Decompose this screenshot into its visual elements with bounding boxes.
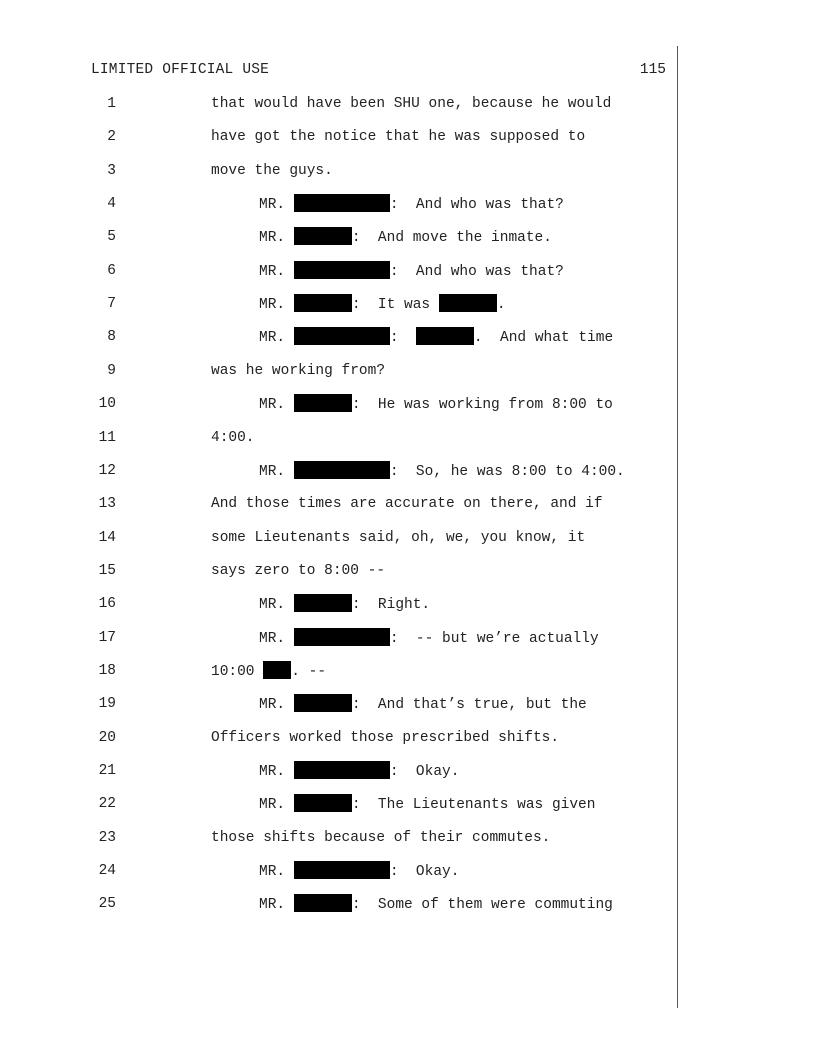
line-number: 18: [98, 662, 116, 679]
line-text: [259, 761, 459, 782]
redaction-box: [294, 794, 352, 812]
transcript-line: [0, 294, 680, 327]
line-number: 11: [98, 429, 116, 446]
line-number: 4: [107, 196, 116, 213]
text-segment: : So, he was 8:00 to 4:00.: [389, 463, 625, 480]
text-segment: .: [496, 297, 506, 314]
line-number: 1: [107, 96, 116, 112]
text-segment: : He was working from 8:00 to: [351, 397, 613, 414]
redaction-box: [439, 294, 497, 312]
line-number: 15: [98, 562, 116, 579]
text-segment: MR.: [259, 897, 294, 914]
redaction-box: [294, 761, 390, 779]
transcript-line: [0, 261, 680, 294]
line-number: 25: [98, 896, 116, 913]
line-number: 8: [107, 329, 116, 346]
text-segment: : And move the inmate.: [351, 230, 552, 247]
line-text: [211, 661, 326, 682]
line-text: [211, 428, 255, 448]
line-number: 16: [98, 596, 116, 613]
redaction-box: [294, 227, 352, 245]
line-number: 3: [107, 162, 116, 179]
text-segment: . And what time: [473, 330, 614, 347]
line-number: 21: [98, 763, 116, 779]
text-segment: : And that’s true, but the: [351, 697, 587, 714]
text-segment: : And who was that?: [389, 197, 564, 214]
text-segment: have got the notice that he was supposed to: [211, 129, 586, 146]
redaction-box: [294, 294, 352, 312]
transcript-line: [0, 828, 680, 861]
text-segment: MR.: [259, 330, 294, 347]
line-text: [259, 894, 613, 915]
line-text: [259, 461, 625, 482]
text-segment: MR.: [259, 864, 294, 881]
line-number: 10: [98, 396, 116, 413]
line-text: [211, 361, 385, 381]
redaction-box: [294, 694, 352, 712]
line-number: 12: [98, 462, 116, 479]
text-segment: MR.: [259, 397, 294, 414]
redaction-box: [294, 194, 390, 212]
line-number: 14: [98, 529, 116, 546]
text-segment: MR.: [259, 230, 294, 247]
line-text: [259, 628, 599, 649]
text-segment: was he working from?: [211, 362, 386, 379]
line-number: 23: [98, 829, 116, 846]
text-segment: MR.: [259, 297, 294, 314]
text-segment: : Okay.: [389, 864, 460, 881]
text-segment: : -- but we’re actually: [389, 630, 599, 647]
redaction-box: [294, 861, 390, 879]
transcript-line: [0, 628, 680, 661]
line-text: [211, 494, 603, 514]
transcript-line: [0, 94, 680, 127]
transcript-line: [0, 327, 680, 360]
redaction-box: [416, 327, 474, 345]
text-segment: MR.: [259, 630, 294, 647]
text-segment: those shifts because of their commutes.: [211, 829, 551, 846]
line-text: [211, 528, 585, 548]
transcript-line: [0, 194, 680, 227]
transcript-line: [0, 394, 680, 427]
text-segment: says zero to 8:00 --: [211, 562, 386, 579]
redaction-box: [294, 628, 390, 646]
transcript-line: [0, 227, 680, 260]
line-text: [259, 327, 613, 348]
text-segment: MR.: [259, 764, 294, 780]
line-number: 5: [107, 229, 116, 246]
line-number: 6: [107, 262, 116, 279]
transcript-line: [0, 361, 680, 394]
text-segment: MR.: [259, 197, 294, 214]
line-text: [259, 294, 506, 315]
line-text: [259, 594, 430, 615]
text-segment: MR.: [259, 597, 294, 614]
line-text: [259, 861, 459, 882]
page-number: 115: [639, 62, 666, 78]
text-segment: . --: [291, 663, 327, 680]
transcript-line: [0, 461, 680, 494]
transcript-line: [0, 594, 680, 627]
text-segment: : It was: [351, 297, 439, 314]
text-segment: MR.: [259, 697, 294, 714]
text-segment: : And who was that?: [389, 263, 564, 280]
line-text: [259, 694, 587, 715]
line-text: [259, 194, 564, 215]
line-number: 7: [107, 296, 116, 313]
line-text: [211, 728, 559, 748]
text-segment: Officers worked those prescribed shifts.: [211, 729, 560, 746]
text-segment: : Right.: [351, 597, 431, 614]
transcript-line: [0, 861, 680, 894]
transcript-line: [0, 894, 680, 927]
text-segment: move the guys.: [211, 162, 333, 179]
line-number: 20: [98, 729, 116, 746]
text-segment: that would have been SHU one, because he would: [211, 96, 612, 112]
transcript-line: [0, 494, 680, 527]
text-segment: MR.: [259, 463, 294, 480]
transcript-line: [0, 161, 680, 194]
redaction-box: [294, 261, 390, 279]
line-text: [259, 261, 564, 282]
text-segment: :: [389, 330, 416, 347]
text-segment: And those times are accurate on there, and if: [211, 496, 603, 513]
line-number: 13: [98, 496, 116, 513]
redaction-box: [294, 394, 352, 412]
line-text: [211, 828, 550, 848]
line-text: [259, 394, 613, 415]
text-segment: : The Lieutenants was given: [351, 797, 596, 814]
line-number: 2: [107, 129, 116, 146]
header-classification: LIMITED OFFICIAL USE: [91, 62, 270, 78]
text-segment: 10:00: [211, 663, 264, 680]
line-text: [259, 794, 595, 815]
line-text: [211, 161, 333, 181]
transcript-line: [0, 428, 680, 461]
text-segment: MR.: [259, 263, 294, 280]
transcript-line: [0, 728, 680, 761]
text-segment: 4:00.: [211, 429, 255, 446]
transcript-line: [0, 694, 680, 727]
transcript-line: [0, 127, 680, 160]
redaction-box: [263, 661, 291, 679]
line-text: [211, 561, 385, 581]
line-number: 19: [98, 696, 116, 713]
transcript-line: [0, 561, 680, 594]
redaction-box: [294, 594, 352, 612]
line-number: 24: [98, 863, 116, 880]
text-segment: : Okay.: [389, 764, 460, 780]
transcript-line: [0, 528, 680, 561]
line-text: [211, 94, 611, 114]
redaction-box: [294, 327, 390, 345]
text-segment: : Some of them were commuting: [351, 897, 613, 914]
transcript-line: [0, 761, 680, 794]
text-segment: MR.: [259, 797, 294, 814]
line-number: 9: [107, 362, 116, 379]
transcript-line: [0, 661, 680, 694]
line-number: 22: [98, 796, 116, 813]
transcript-line: [0, 794, 680, 827]
redaction-box: [294, 461, 390, 479]
redaction-box: [294, 894, 352, 912]
line-number: 17: [98, 629, 116, 646]
text-segment: some Lieutenants said, oh, we, you know, it: [211, 529, 586, 546]
line-text: [211, 127, 585, 147]
line-text: [259, 227, 552, 248]
